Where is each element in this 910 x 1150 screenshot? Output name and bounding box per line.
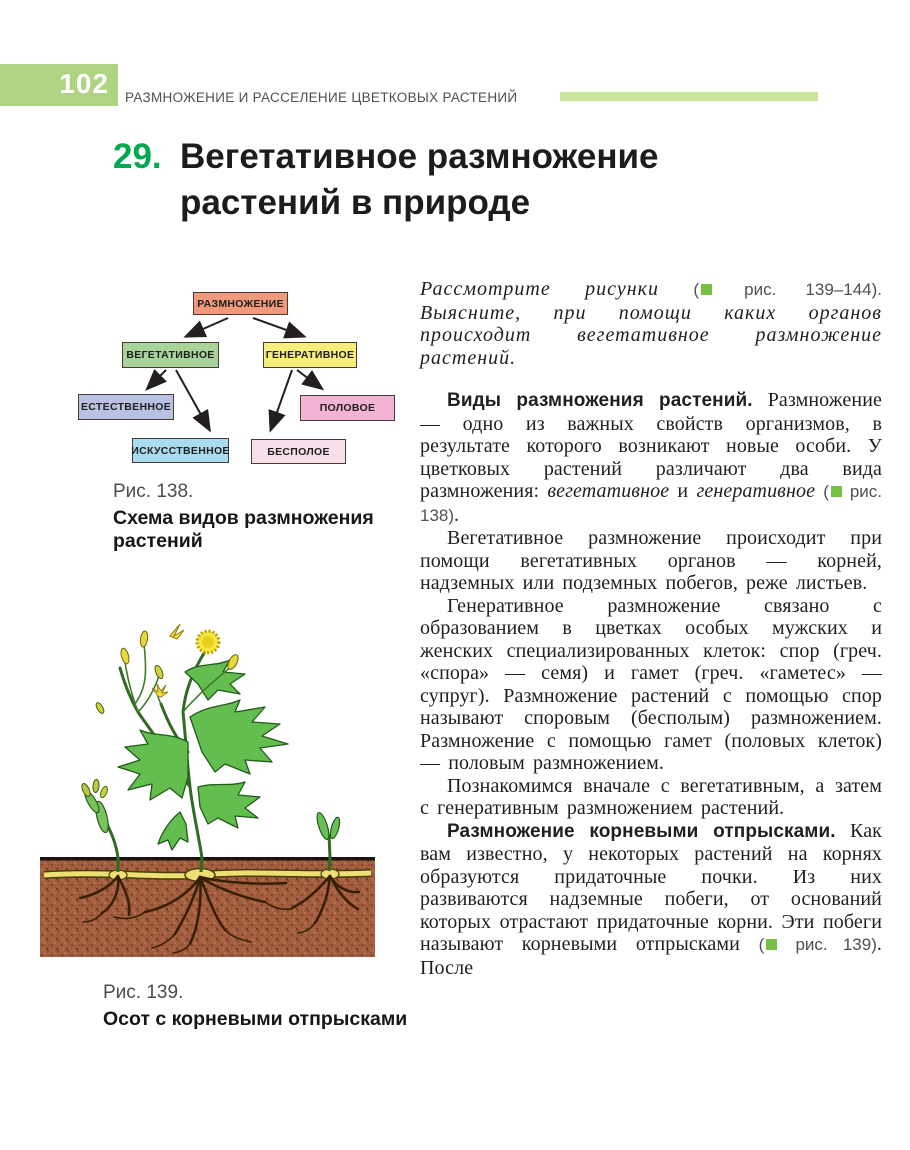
text-segment: рис. 138) [420,482,882,525]
diagram-node-natural: ЕСТЕСТВЕННОЕ [78,394,174,420]
text-segment: Познакомимся вначале с вегетативным, а затем с генеративным размножением растений. [420,774,882,819]
paragraph [420,389,882,527]
text-segment: . [454,503,460,526]
text-segment: Как вам известно, у некоторых растений на корнях образуются придаточные почки. Из них развиваются надземные побеги, от оснований которых отрастают придаточные корни. Эти побеги называют корневыми отпрысками [420,819,882,955]
text-segment: Выясните, при помощи каких органов происходит вегетативное размножение растений. [420,301,882,369]
text-segment: и [669,480,697,502]
header-rule [560,92,818,101]
figure-ref-square-icon [766,939,777,950]
chapter-header: РАЗМНОЖЕНИЕ И РАССЕЛЕНИЕ ЦВЕТКОВЫХ РАСТЕНИЙ [125,90,518,105]
text-segment: Виды размножения растений. [447,390,753,411]
paragraph [420,278,882,369]
article-text [420,278,882,979]
text-segment: рис. 139–144). [715,280,882,299]
reproduction-types-diagram [60,280,410,475]
paragraph [420,527,882,595]
diagram-node-sexual: ПОЛОВОЕ [300,395,395,421]
figure-ref-square-icon [831,486,842,497]
section-title-row [113,134,740,226]
paragraph [420,595,882,775]
diagram-node-generative: ГЕНЕРАТИВНОЕ [263,342,357,368]
paragraph [420,775,882,820]
figure-138-caption [113,481,413,553]
diagram-node-vegetative: ВЕГЕТАТИВНОЕ [122,342,219,368]
text-segment: . После [420,933,882,979]
figure-ref-square-icon [701,284,712,295]
text-segment: Вегетативное размножение происходит при помощи вегетативных органов — корней, надземных или подземных побегов, реже листьев. [420,527,882,594]
section-number: 29. [113,137,162,176]
main-plant [95,624,288,858]
diagram-node-reproduction: РАЗМНОЖЕНИЕ [193,292,288,315]
figure-139-title: Осот с корневыми отпрысками [103,1008,408,1030]
text-segment: рис. 139) [780,935,877,954]
text-segment: Рассмотрите рисунки [420,278,694,300]
diagram-node-artificial: ИСКУССТВЕННОЕ [132,438,229,463]
page-number-box [0,64,118,106]
text-segment: вегетативное [547,480,670,502]
figure-138-label: Рис. 138. [113,481,194,502]
left-shoot [80,779,118,858]
section-title: Вегетативное размножение растений в природе [180,137,659,222]
figure-138-title: Схема видов размножения растений [113,507,374,552]
paragraph [420,820,882,980]
text-segment: генеративное [696,480,816,502]
figure-139-label: Рис. 139. [103,982,184,1003]
page-number: 102 [59,68,109,99]
text-segment: ( [823,482,829,501]
text-segment: Генеративное размножение связано с образованием в цветках особых мужских и женских специализированных клеток: спор (греч. «спора» — семя) и гамет (греч. «гаметес» — супруг). Размножение растений с помощью спор называют споровым (бесполым) размножением. Размножение с помощью гамет (половых клеток) — половым размножением. [420,594,882,774]
text-segment: Размножение — одно из важных свойств организмов, в результате которого возникают новые особи. У цветковых растений различают два вида размножения: [420,389,882,502]
text-segment: Размножение корневыми отпрысками. [447,820,836,842]
plant-illustration [40,612,375,957]
diagram-node-asexual: БЕСПОЛОЕ [251,439,346,464]
text-segment: ( [758,935,765,954]
text-segment: ( [693,280,700,299]
right-shoot [315,811,342,858]
figure-139-caption [103,982,443,1031]
